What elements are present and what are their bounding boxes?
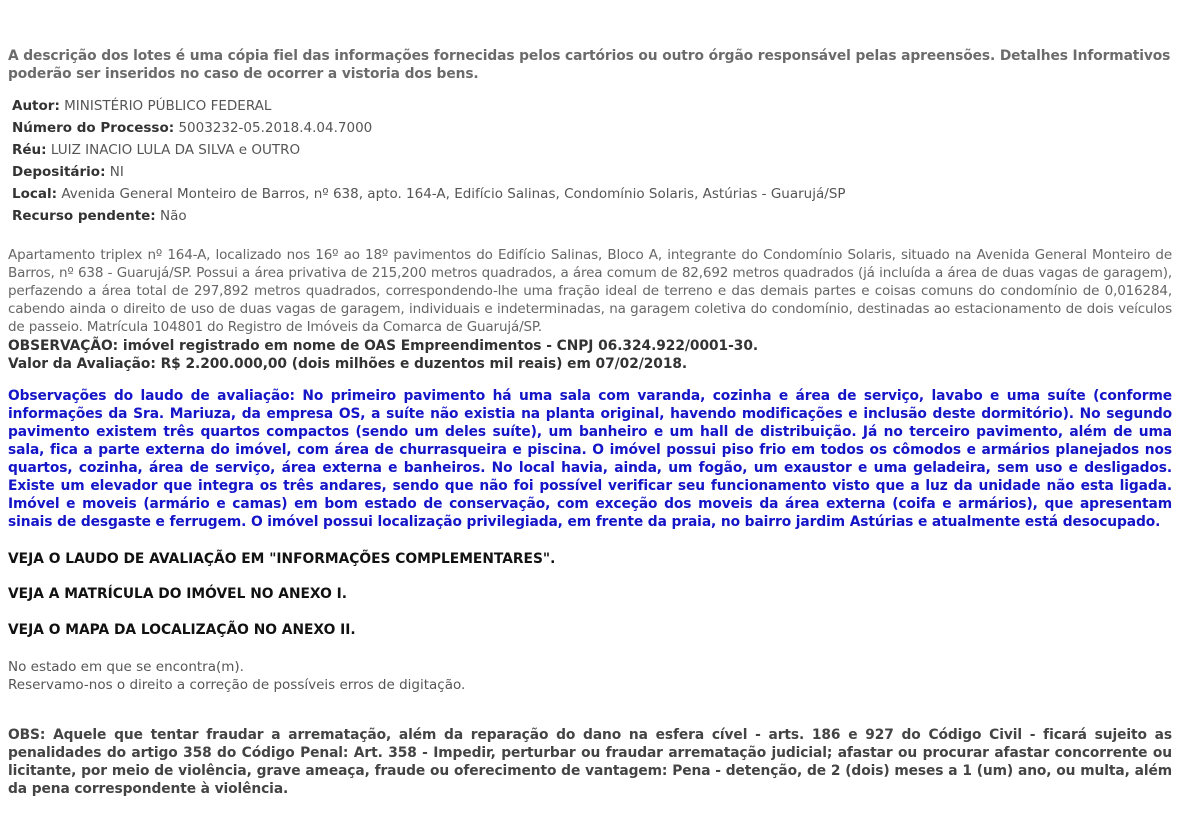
processo-value: 5003232-05.2018.4.04.7000	[178, 120, 373, 136]
observation-text: OBSERVAÇÃO: imóvel registrado em nome de OAS Empreendimentos - CNPJ 06.324.922/0001-30.	[8, 338, 759, 354]
local-label: Local:	[12, 186, 58, 202]
local-value: Avenida General Monteiro de Barros, nº 638, apto. 164-A, Edifício Salinas, Condomínio Solaris, Astúrias - Guarujá/SP	[61, 186, 846, 202]
property-description: Apartamento triplex nº 164-A, localizado nos 16º ao 18º pavimentos do Edifício Salinas, Bloco A, integrante do Condomínio Solaris, situado na Avenida General Monteiro de Barros, nº 638 - Guarujá/SP. Possui a área privativa de 215,200 metros quadrados, a área comum de 82,692 metros quadrados (já incluída a área de duas vagas de garagem), perfazendo a área total de 297,892 metros quadrados, correspondendo-lhe uma fração ideal de terreno e das demais partes e coisas comuns do condomínio de 0,016284, cabendo ainda o direito de uso de duas vagas de garagem, individuais e indeterminadas, na garagem coletiva do condomínio, destinadas ao estacionamento de dois veículos de passeio. Matrícula 104801 do Registro de Imóveis da Comarca de Guarujá/SP.	[8, 247, 1172, 335]
meta-row-autor	[12, 95, 1176, 117]
see-location-map-annex: VEJA O MAPA DA LOCALIZAÇÃO NO ANEXO II.	[8, 622, 356, 638]
see-registration-annex: VEJA A MATRÍCULA DO IMÓVEL NO ANEXO I.	[8, 586, 347, 602]
reu-label: Réu:	[12, 142, 47, 158]
meta-row-recurso	[12, 205, 1176, 227]
processo-label: Número do Processo:	[12, 120, 175, 136]
reu-value: LUIZ INACIO LULA DA SILVA e OUTRO	[50, 142, 301, 158]
case-metadata	[12, 95, 1176, 227]
fraud-warning: OBS: Aquele que tentar fraudar a arrematação, além da reparação do dano na esfera cível - arts. 186 e 927 do Código Civil - ficará sujeito as penalidades do artigo 358 do Código Penal: Art. 358 - Impedir, perturbar ou fraudar arrematação judicial; afastar ou procurar afastar concorrente ou licitante, por meio de violência, grave ameaça, fraude ou oferecimento de vantagem: Pena - detenção, de 2 (dois) meses a 1 (um) ano, ou multa, além da pena correspondente à violência.	[8, 727, 1172, 797]
recurso-label: Recurso pendente:	[12, 208, 156, 224]
depositario-label: Depositário:	[12, 164, 106, 180]
condition-note: No estado em que se encontra(m).	[8, 659, 244, 675]
condition-notes	[8, 658, 1172, 694]
meta-row-local	[12, 183, 1176, 205]
see-appraisal-report: VEJA O LAUDO DE AVALIAÇÃO EM "INFORMAÇÕES COMPLEMENTARES".	[8, 551, 556, 567]
meta-row-depositario	[12, 161, 1176, 183]
appraisal-notes: Observações do laudo de avaliação: No primeiro pavimento há uma sala com varanda, cozinha e área de serviço, lavabo e uma suíte (conforme informações da Sra. Mariuza, da empresa OS, a suíte não existia na planta original, havendo modificações e inclusão deste dormitório). No segundo pavimento existem três quartos compactos (sendo um deles suíte), um banheiro e um hall de distribuição. Já no terceiro pavimento, além de uma sala, fica a parte externa do imóvel, com área de churrasqueira e piscina. O imóvel possui piso frio em todos os cômodos e armários planejados nos quartos, cozinha, área de serviço, área externa e banheiros. No local havia, ainda, um fogão, um exaustor e uma geladeira, sem uso e desligados. Existe um elevador que integra os três andares, sendo que não foi possível verificar seu funcionamento visto que a luz da unidade não esta ligada. Imóvel e moveis (armário e camas) em bom estado de conservação, com exceção dos moveis da área externa (coifa e armários), que apresentam sinais de desgaste e ferrugem. O imóvel possui localização privilegiada, em frente da praia, no bairro jardim Astúrias e atualmente está desocupado.	[8, 388, 1172, 530]
valuation-text: Valor da Avaliação: R$ 2.200.000,00 (dois milhões e duzentos mil reais) em 07/02/2018.	[8, 356, 688, 372]
autor-label: Autor:	[12, 98, 60, 114]
meta-row-reu	[12, 139, 1176, 161]
typo-disclaimer: Reservamo-nos o direito a correção de possíveis erros de digitação.	[8, 677, 466, 693]
observation-block	[8, 337, 1172, 373]
meta-row-processo	[12, 117, 1176, 139]
depositario-value: NI	[109, 164, 124, 180]
recurso-value: Não	[160, 208, 187, 224]
autor-value: MINISTÉRIO PÚBLICO FEDERAL	[64, 98, 272, 114]
intro-disclaimer: A descrição dos lotes é uma cópia fiel das informações fornecidas pelos cartórios ou outro órgão responsável pelas apreensões. Detalhes Informativos poderão ser inseridos no caso de ocorrer a vistoria dos bens.	[8, 48, 1171, 82]
